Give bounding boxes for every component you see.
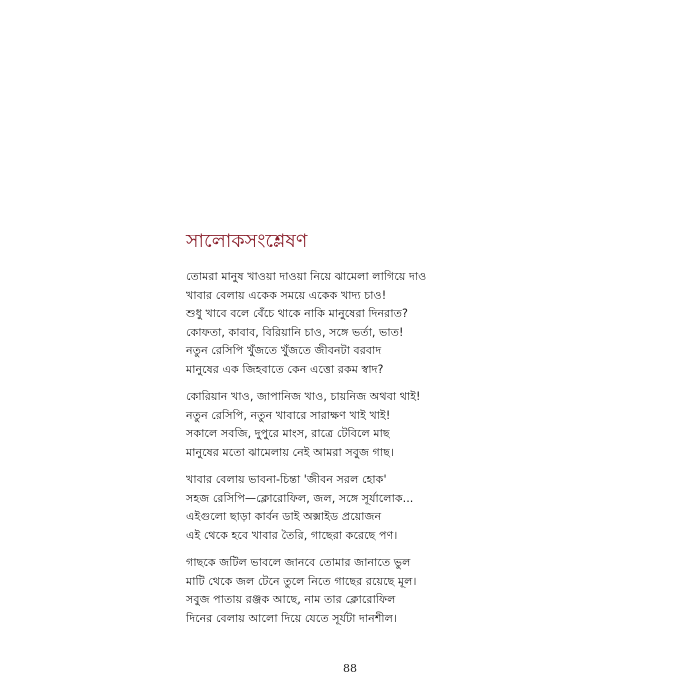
poem-line: কোরিয়ান খাও, জাপানিজ খাও, চায়নিজ অথবা থাই! xyxy=(186,390,421,403)
poem-line: গাছকে জটিল ভাবলে জানবে তোমার জানাতে ভুল xyxy=(186,556,411,569)
stanza-4 xyxy=(186,554,486,628)
poem-line: নতুন রেসিপি খুঁজতে খুঁজতে জীবনটা বরবাদ xyxy=(186,344,382,357)
stanza-2 xyxy=(186,388,486,462)
poem-line: নতুন রেসিপি, নতুন খাবারে সারাক্ষণ খাই খাই! xyxy=(186,408,391,422)
stanza-3 xyxy=(186,471,486,545)
poem-line: মাটি থেকে জল টেনে তুলে নিতে গাছের রয়েছে মূল। xyxy=(186,574,417,588)
poem-line: খাবার বেলায় একেক সময়ে একেক খাদ্য চাও! xyxy=(186,288,387,302)
poem-body xyxy=(186,268,486,637)
poem-line: এইগুলো ছাড়া কার্বন ডাই অক্সাইড প্রয়োজন xyxy=(186,510,382,523)
poem-line: শুধু খাবে বলে বেঁচে থাকে নাকি মানুষেরা দিনরাত? xyxy=(186,307,408,320)
poem-line: সহজ রেসিপি—ক্লোরোফিল, জল, সঙ্গে সূর্যালোক... xyxy=(186,491,414,505)
poem-line: সকালে সবজি, দুপুরে মাংস, রাত্রে টেবিলে মাছ xyxy=(186,427,390,440)
poem-line: দিনের বেলায় আলো দিয়ে যেতে সূর্যটা দানশীল। xyxy=(186,611,397,625)
poem-line: কোফতা, কাবাব, বিরিয়ানি চাও, সঙ্গে ভর্তা, ভাত! xyxy=(186,325,404,339)
poem-line: তোমরা মানুষ খাওয়া দাওয়া নিয়ে ঝামেলা লাগিয়ে দাও xyxy=(186,270,427,283)
poem-line: খাবার বেলায় ভাবনা-চিন্তা 'জীবন সরল হোক' xyxy=(186,473,387,486)
poem-line: মানুষের এক জিহবাতে কেন এত্তো রকম স্বাদ? xyxy=(186,362,384,376)
stanza-1 xyxy=(186,268,486,379)
poem-title: সালোকসংশ্লেষণ xyxy=(186,230,308,252)
poem-line: সবুজ পাতায় রঞ্জক আছে, নাম তার ক্লোরোফিল xyxy=(186,593,396,606)
page-number: 88 xyxy=(343,662,357,675)
poem-line: মানুষের মতো ঝামেলায় নেই আমরা সবুজ গাছ। xyxy=(186,445,394,459)
poem-line: এই থেকে হবে খাবার তৈরি, গাছেরা করেছে পণ। xyxy=(186,528,398,542)
